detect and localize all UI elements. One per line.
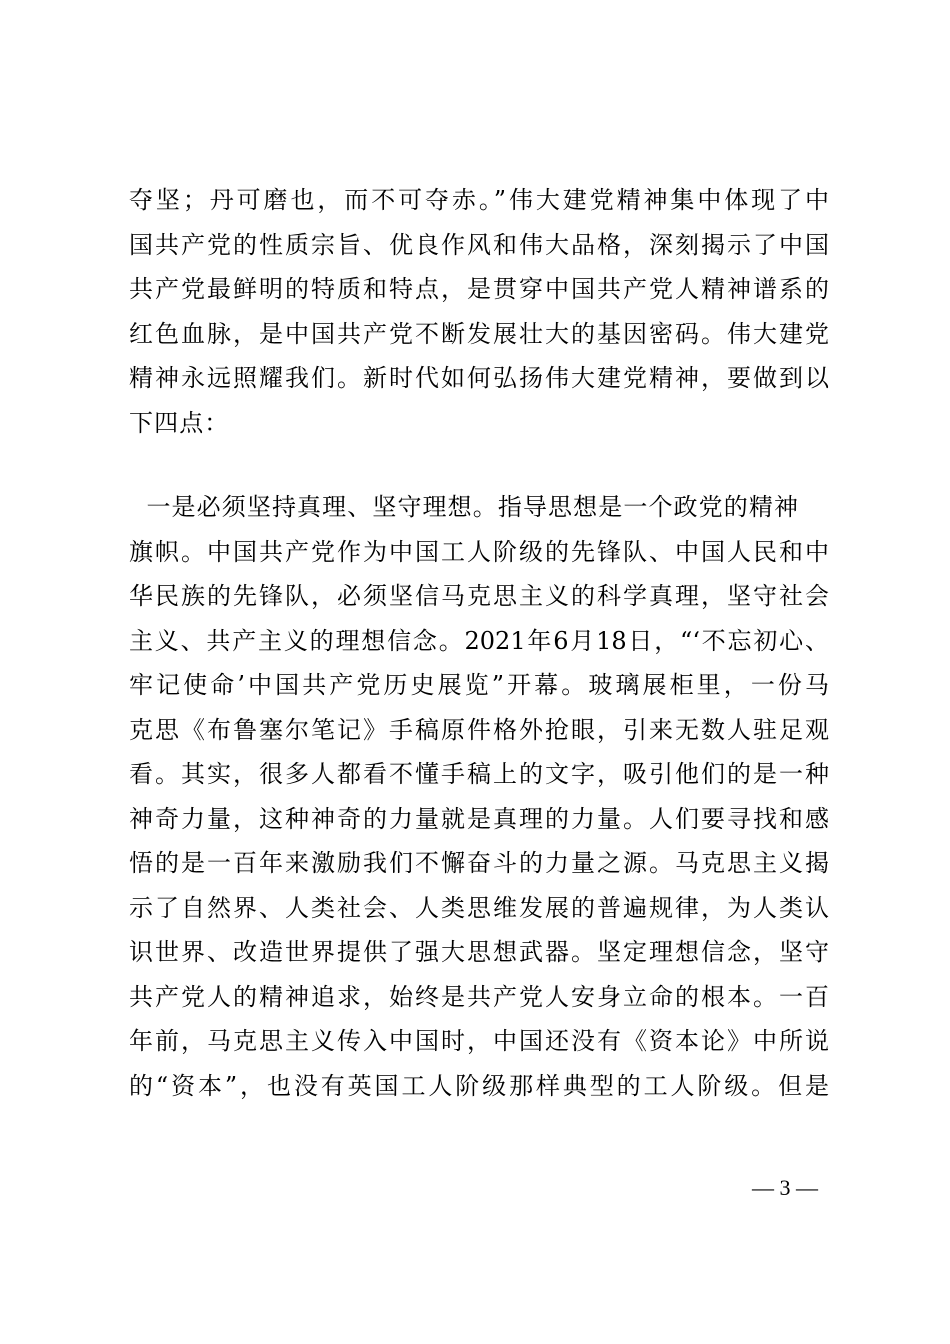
paragraph-line: 年前，马克思主义传入中国时，中国还没有《资本论》中所说: [129, 1027, 829, 1055]
paragraph-line: 识世界、改造世界提供了强大思想武器。坚定理想信念，坚守: [129, 938, 829, 966]
paragraph-line: 看。其实，很多人都看不懂手稿上的文字，吸引他们的是一种: [129, 760, 829, 788]
paragraph-line: 示了自然界、人类社会、人类思维发展的普遍规律，为人类认: [129, 893, 829, 922]
paragraph-line: 旗帜。中国共产党作为中国工人阶级的先锋队、中国人民和中: [129, 537, 829, 566]
paragraph-line: 的“资本”，也没有英国工人阶级那样典型的工人阶级。但是: [129, 1071, 829, 1100]
paragraph-line: 悟的是一百年来激励我们不懈奋斗的力量之源。马克思主义揭: [129, 849, 829, 877]
paragraph-1: [129, 178, 829, 445]
paragraph-line: 主义、共产主义的理想信念。2021年6月18日，“‘不忘初心、: [129, 626, 829, 655]
paragraph-line: 下四点：: [129, 408, 230, 437]
page-number: — 3 —: [752, 1175, 818, 1200]
paragraph-line: 华民族的先锋队，必须坚信马克思主义的科学真理，坚守社会: [129, 582, 829, 610]
paragraph-line: 红色血脉，是中国共产党不断发展壮大的基因密码。伟大建党: [129, 319, 829, 348]
paragraph-line: 国共产党的性质宗旨、优良作风和伟大品格，深刻揭示了中国: [129, 230, 829, 259]
paragraph-2: [129, 485, 829, 1108]
paragraph-line: 神奇力量，这种神奇的力量就是真理的力量。人们要寻找和感: [129, 804, 829, 833]
paragraph-line: 一是必须坚持真理、坚守理想。指导思想是一个政党的精神: [129, 493, 800, 521]
paragraph-line: 共产党人的精神追求，始终是共产党人安身立命的根本。一百: [129, 982, 829, 1011]
paragraph-line: 牢记使命’中国共产党历史展览”开幕。玻璃展柜里，一份马: [129, 671, 829, 699]
paragraph-line: 克思《布鲁塞尔笔记》手稿原件格外抢眼，引来无数人驻足观: [129, 715, 829, 744]
paragraph-line: 夺坚；丹可磨也，而不可夺赤。”伟大建党精神集中体现了中: [129, 186, 829, 214]
paragraph-line: 共产党最鲜明的特质和特点，是贯穿中国共产党人精神谱系的: [129, 275, 829, 303]
paragraph-line: 精神永远照耀我们。新时代如何弘扬伟大建党精神，要做到以: [129, 364, 829, 392]
